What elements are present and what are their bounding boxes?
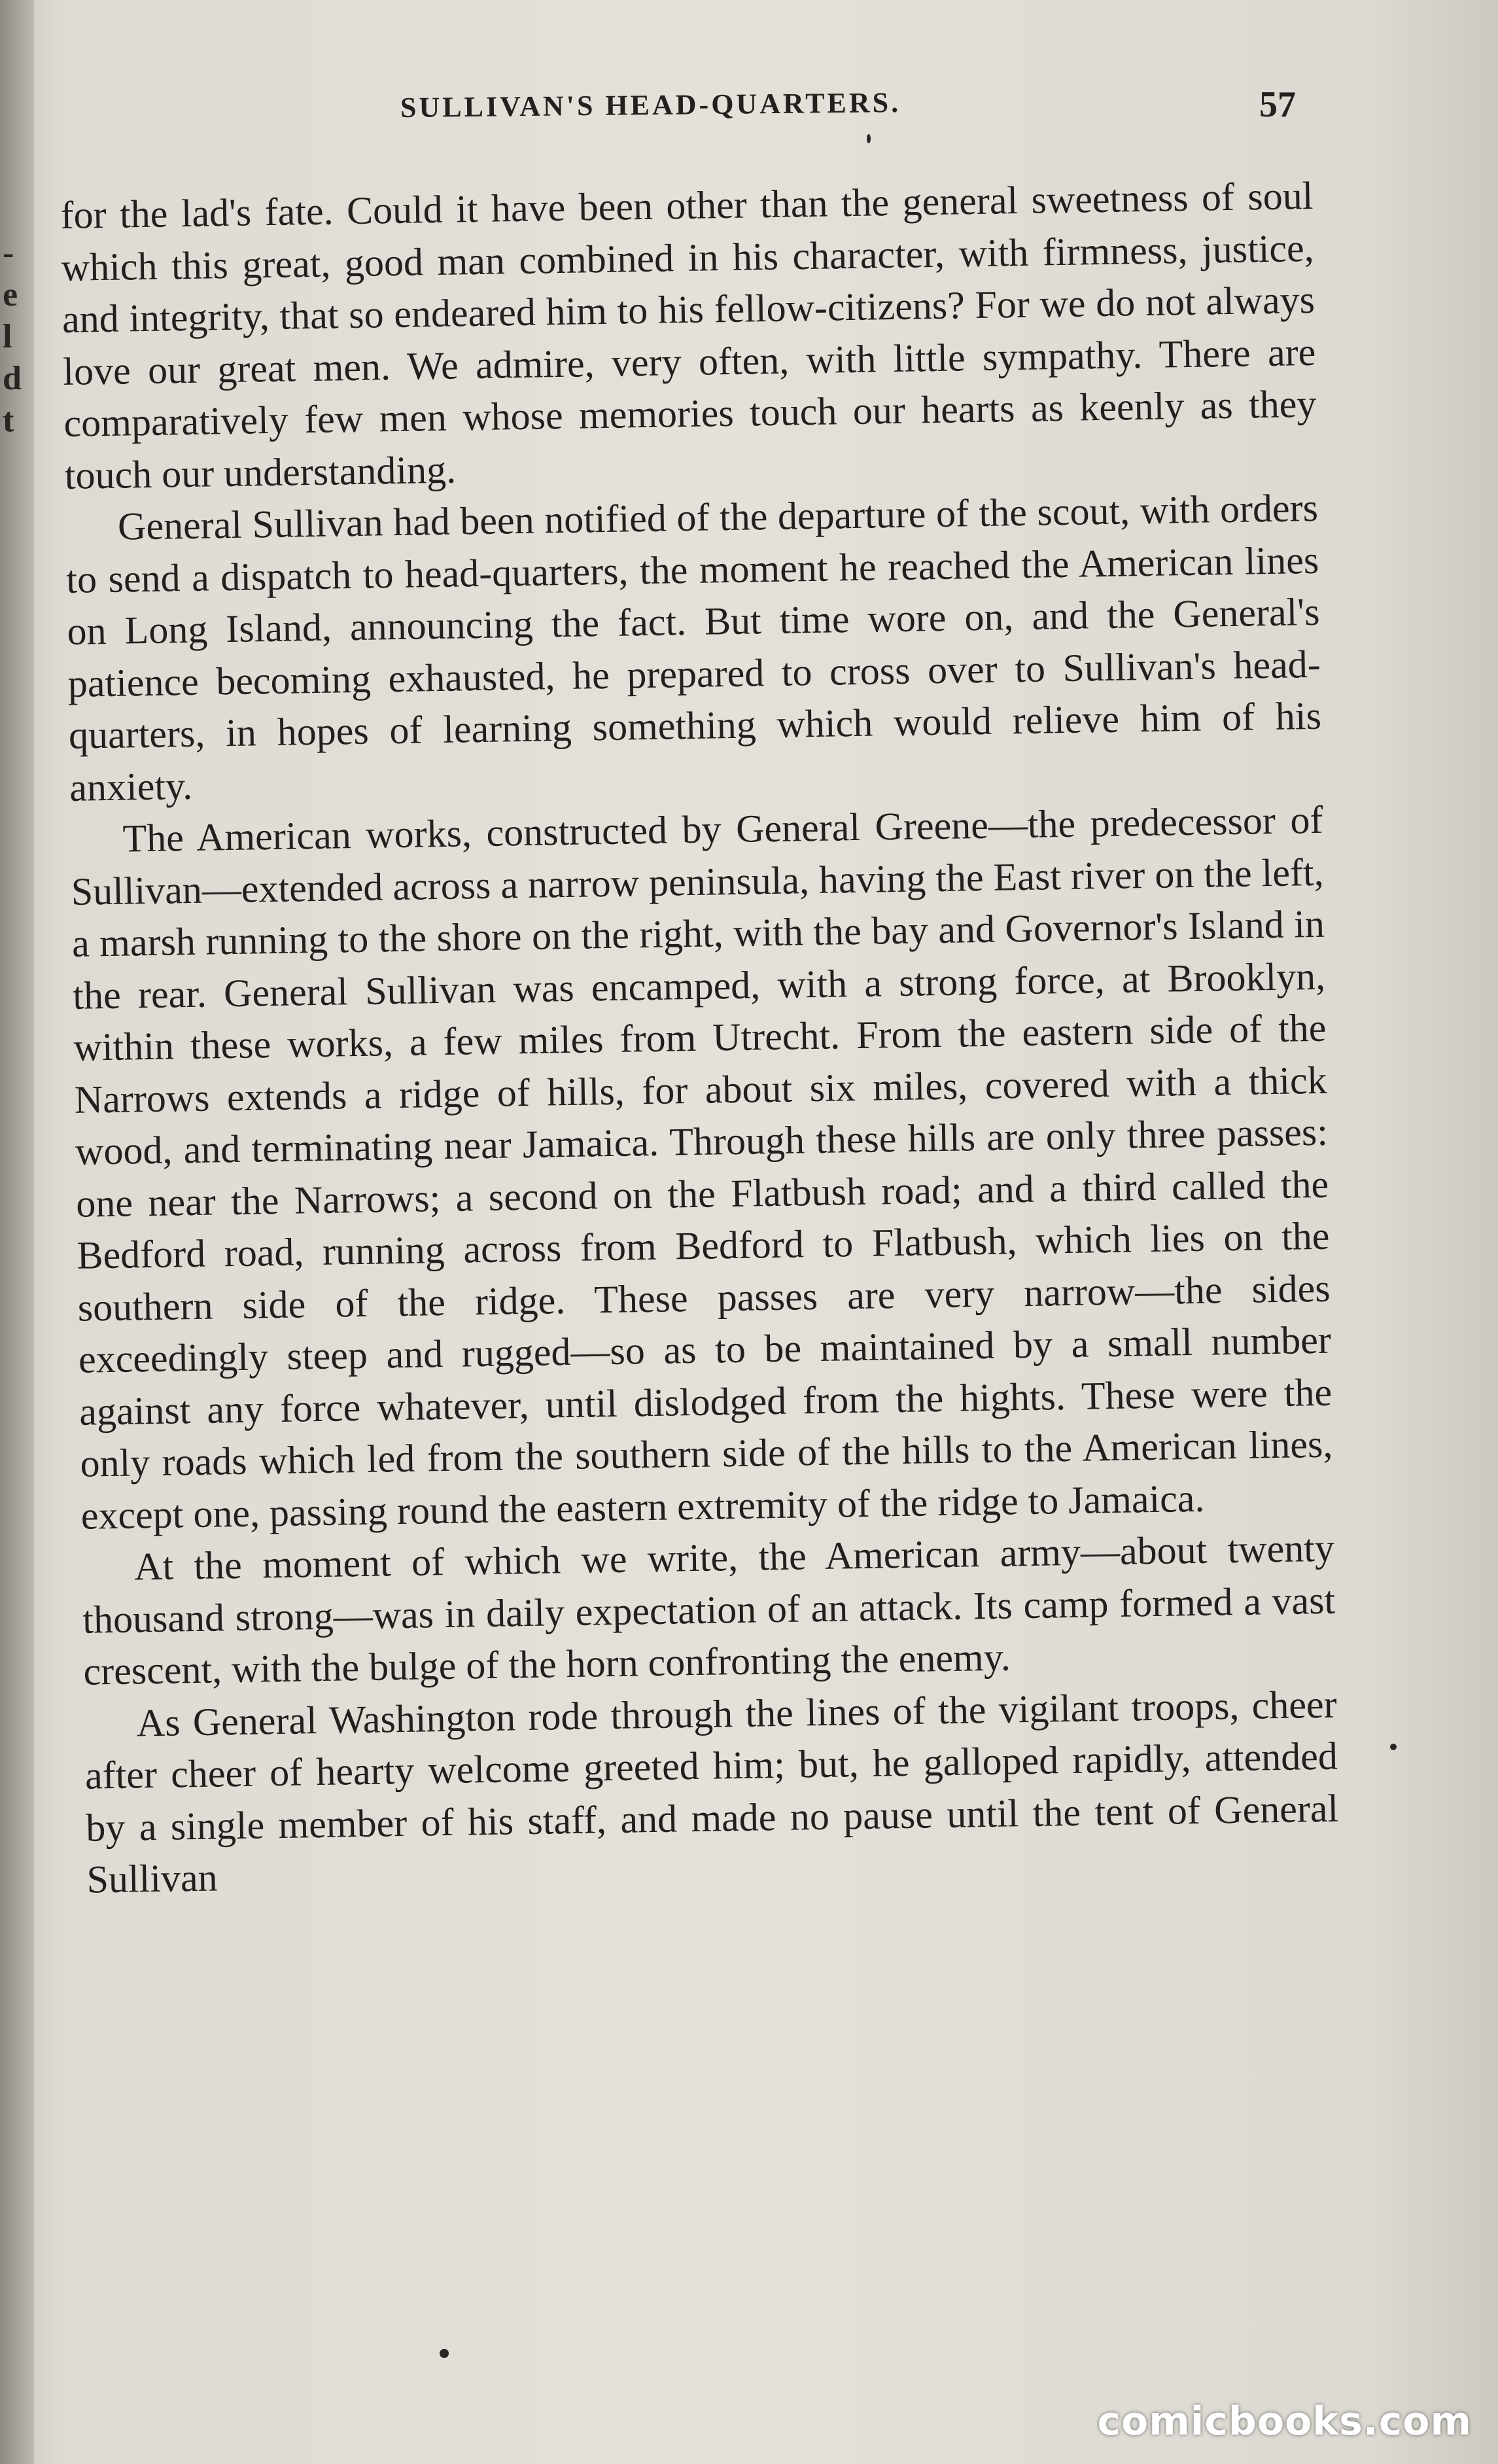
watermark: comicbooks.com (1097, 2399, 1472, 2444)
gutter-fragment: l (3, 318, 12, 355)
body-text (60, 170, 1340, 1906)
paragraph: As General Washington rode through the lines of the vigilant troops, cheer after cheer of hearty welcome greeted him; but, he galloped rapidly, attended by a single member of his staff, and made no pause until the tent of General Sullivan (84, 1682, 1339, 1901)
gutter-fragment: - (3, 234, 14, 272)
paragraph: for the lad's fate. Could it have been other than the general sweetness of soul which this great, good man combined in his character, with firmness, justice, and integrity, that so endeared him to his fellow-citizens? For we do not always love our great men. We admire, very often, with little sympathy. There are comparatively few men whose memories touch our hearts as keenly as they touch our understanding. (60, 173, 1317, 497)
page-number: 57 (1259, 84, 1296, 125)
ink-speck (1390, 1744, 1397, 1750)
gutter-fragment: d (3, 360, 22, 397)
ink-speck (867, 134, 871, 143)
ink-speck (440, 2349, 449, 2358)
gutter-fragments (3, 232, 22, 442)
gutter-fragment: t (3, 402, 14, 439)
facing-page-gutter (0, 0, 34, 2464)
running-title: SULLIVAN'S HEAD-QUARTERS. (400, 86, 901, 124)
paragraph: The American works, constructed by General Greene—the predecessor of Sullivan—extended across a narrow peninsula, having the East river on the left, a marsh running to the shore on the right, with the bay and Governor's Island in the rear. General Sullivan was encamped, with a strong force, at Brooklyn, within these works, a few miles from Utrecht. From the eastern side of the Narrows extends a ridge of hills, for about six miles, covered with a thick wood, and terminating near Jamaica. Through these hills are only three passes: one near the Narrows; a second on the Flatbush road; and a third called the Bedford road, running across from Bedford to Flatbush, which lies on the southern side of the ridge. These passes are very narrow—the sides exceedingly steep and rugged—so as to be maintained by a small number against any force whatever, until dislodged from the hights. These were the only roads which led from the southern side of the hills to the American lines, except one, passing round the eastern extremity of the ridge to Jamaica. (71, 798, 1333, 1538)
paragraph: At the moment of which we write, the American army—about twenty thousand strong—was in daily expectation of an attack. Its camp formed a vast crescent, with the bulge of the horn confronting the enemy. (82, 1526, 1336, 1693)
paragraph: General Sullivan had been notified of the departure of the scout, with orders to send a dispatch to head-quarters, the moment he reached the American lines on Long Island, announcing the fact. But time wore on, and the General's patience becoming exhausted, he prepared to cross over to Sullivan's head-quarters, in hopes of learning something which would relieve him of his anxiety. (65, 485, 1322, 809)
gutter-fragment: e (3, 276, 18, 313)
